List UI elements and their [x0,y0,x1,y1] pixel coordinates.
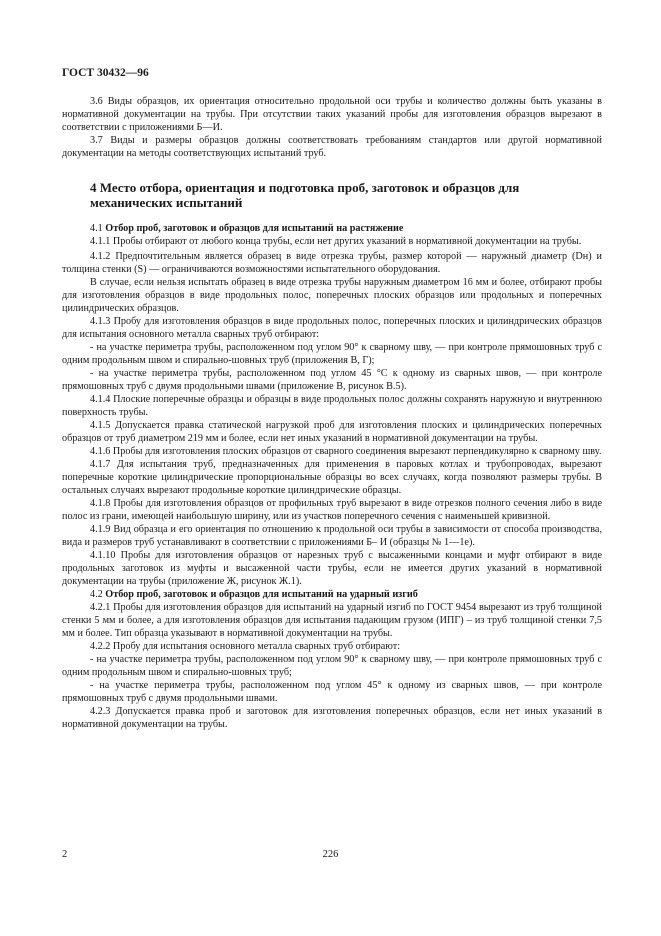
subsection-number: 4.2 [90,589,103,600]
paragraph-3-6: 3.6 Виды образцов, их ориентация относительно продольной оси трубы и количество должны быть указаны в нормативной документации на трубы. При отсутствии таких указаний пробы для изготовления образцов вырезают в соответствии с приложениями Б—И. [62,96,602,133]
paragraph-4-1-2: 4.1.2 Предпочтительным является образец в виде отрезка трубы, размер которой — наружный диаметр (Dн) и толщина стенки (S) — ограничиваются возможностями испытательного оборудования. [62,251,602,275]
paragraph-4-1-2-cont: В случае, если нельзя испытать образец в виде отрезка трубы наружным диаметром 16 мм и более, отбирают пробы для изготовления образцов в виде продольных полос, поперечных плоских образцов или продольных и поперечных цилиндрических образцов. [62,277,602,314]
paragraph-4-2-2: 4.2.2 Пробу для испытания основного металла сварных труб отбирают: [90,641,401,652]
page-number-center: 226 [322,849,339,860]
subsection-4-2-heading [62,588,602,601]
list-item: - на участке периметра трубы, расположенном под углом 90° к сварному шву, — при контроле прямошовных труб с одним продольным швом и спирально-шовных труб; [62,654,602,678]
document-header: ГОСТ 30432—96 [62,67,149,79]
list-item: - на участке периметра трубы, расположенном под углом 45 °С к одному из сварных швов, — при контроле прямошовных труб с двумя продольными швами (приложение В, рисунок В.5). [62,368,602,392]
section-heading: 4 Место отбора, ориентация и подготовка проб, заготовок и образцов для механических испытаний [90,180,520,210]
paragraph-4-1-8: 4.1.8 Пробы для изготовления образцов от профильных труб вырезают в виде отрезков полного сечения либо в виде полос из грани, имеющей наибольшую ширину, или из участков поперечного сечения с наименьшей кривизной. [62,498,602,522]
document-body [62,95,602,731]
paragraph-4-1-7: 4.1.7 Для испытания труб, предназначенных для применения в паровых котлах и трубопроводах, вырезают поперечные короткие цилиндрические пропорциональные образцы во всех случаях, когда позволяют размеры трубы. В остальных случаях вырезают продольные короткие цилиндрические образцы. [62,459,602,496]
paragraph-4-1-5: 4.1.5 Допускается правка статической нагрузкой проб для изготовления плоских и цилиндрических поперечных образцов от труб диаметром 219 мм и более, если нет иных указаний в нормативной документации на трубы. [62,420,602,444]
paragraph-4-1-10: 4.1.10 Пробы для изготовления образцов от нарезных труб с высаженными концами и муфт отбирают в виде продольных заготовок из муфты и высаженной части трубы, если не имеется других указаний в нормативной документации на трубы (приложение Ж, рисунок Ж.1). [62,550,602,587]
paragraph-3-7: 3.7 Виды и размеры образцов должны соответствовать требованиям стандартов или другой нормативной документации на методы соответствующих испытаний труб. [62,135,602,159]
paragraph-4-1-9: 4.1.9 Вид образца и его ориентация по отношению к продольной оси трубы в зависимости от способа производства, вида и размеров труб устанавливают в соответствии с приложениями Б– И (образцы № 1—1е). [62,524,602,548]
subsection-4-1-heading [62,222,602,235]
paragraph-4-1-1: 4.1.1 Пробы отбирают от любого конца трубы, если нет других указаний в нормативной документации на трубы. [90,236,582,247]
page-number-left: 2 [62,849,68,860]
list-item: - на участке периметра трубы, расположенном под углом 45° к одному из сварных швов, — при контроле прямошовных труб с двумя продольными швами. [62,680,602,704]
paragraph-4-2-3: 4.2.3 Допускается правка проб и заготовок для изготовления поперечных образцов, если нет иных указаний в нормативной документации на трубы. [62,706,602,730]
paragraph-4-1-6: 4.1.6 Пробы для изготовления плоских образцов от сварного соединения вырезают перпендикулярно к сварному шву. [90,446,602,457]
paragraph-4-1-3: 4.1.3 Пробу для изготовления образцов в виде продольных полос, поперечных плоских и цилиндрических образцов для испытания основного металла сварных труб отбирают: [62,316,602,340]
subsection-number: 4.1 [90,223,103,234]
subsection-title: Отбор проб, заготовок и образцов для испытаний на ударный изгиб [105,589,418,600]
list-item: - на участке периметра трубы, расположенном под углом 90° к сварному шву, — при контроле прямошовных труб с одним продольным швом и спирально-шовных труб (приложения В, Г); [62,342,602,366]
subsection-title: Отбор проб, заготовок и образцов для испытаний на растяжение [105,223,404,234]
paragraph-4-1-4: 4.1.4 Плоские поперечные образцы и образцы в виде продольных полос должны сохранять наружную и внутреннюю поверхность трубы. [62,394,602,418]
paragraph-4-2-1: 4.2.1 Пробы для изготовления образцов для испытаний на ударный изгиб по ГОСТ 9454 вырезают из труб толщиной стенки 5 мм и более, а для изготовления образцов для испытания падающим грузом (ИПГ) – из труб толщиной стенки 7,5 мм и более. Тип образца указывают в нормативной документации на трубы. [62,602,602,639]
